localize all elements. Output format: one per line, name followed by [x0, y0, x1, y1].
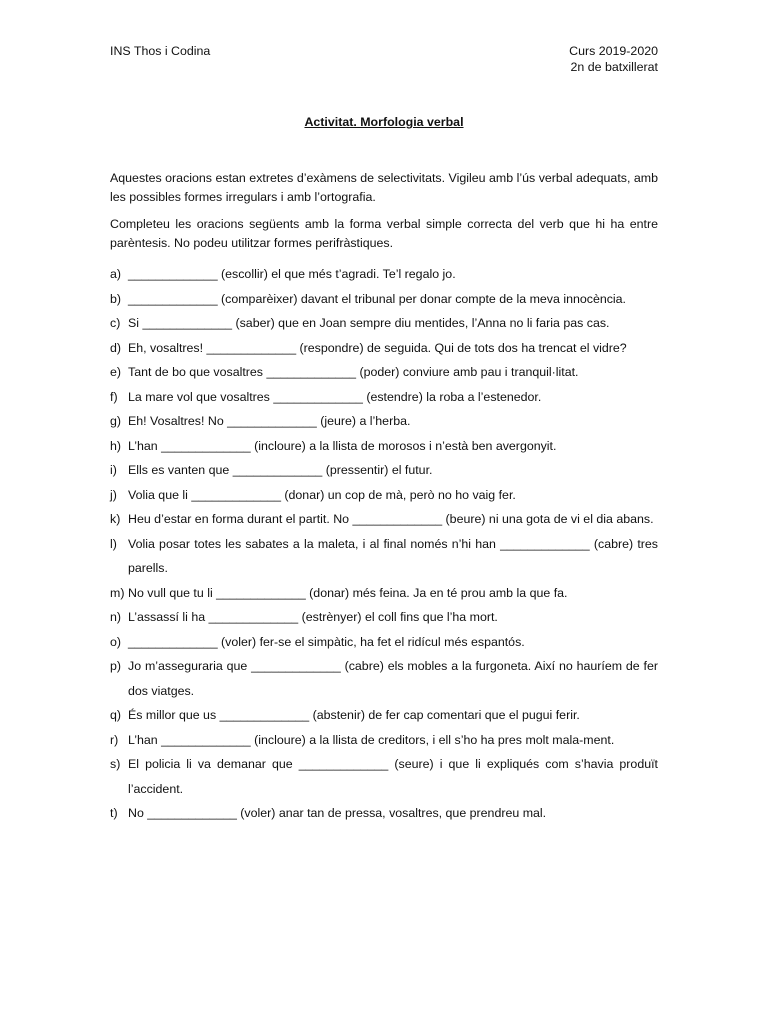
- exercise-item: [110, 801, 658, 826]
- exercise-text: Volia posar totes les sabates a la maleta, i al final només n’hi han _____________ (cabre) tres parells.: [128, 536, 658, 575]
- exercise-text: No vull que tu li _____________ (donar) més feina. Ja en té prou amb la que fa.: [128, 585, 568, 600]
- course-year: Curs 2019-2020: [569, 44, 658, 58]
- exercise-text: Eh, vosaltres! _____________ (respondre) de seguida. Qui de tots dos ha trencat el vidre?: [128, 340, 627, 355]
- exercise-label: j): [110, 487, 117, 502]
- exercise-label: i): [110, 463, 117, 477]
- exercise-label: g): [110, 414, 122, 428]
- exercise-item: [110, 728, 658, 753]
- school-name: INS Thos i Codina: [110, 44, 211, 58]
- exercise-item: [110, 703, 658, 728]
- exercise-item: [110, 752, 658, 801]
- exercise-label: m): [110, 585, 125, 600]
- exercise-label: o): [110, 634, 122, 649]
- exercise-label: a): [110, 267, 122, 281]
- exercise-label: e): [110, 365, 122, 379]
- exercise-text: No _____________ (voler) anar tan de pressa, vosaltres, que prendreu mal.: [128, 806, 547, 820]
- exercise-label: b): [110, 291, 122, 306]
- exercise-text: El policia li va demanar que _____________ (seure) i que li expliqués com s’havia produït l’accident.: [128, 757, 658, 796]
- exercise-item: [110, 360, 658, 385]
- exercise-text: _____________ (comparèixer) davant el tribunal per donar compte de la meva innocència.: [128, 291, 627, 306]
- exercise-label: h): [110, 438, 122, 453]
- exercise-item: [110, 483, 658, 508]
- exercise-item: [110, 336, 658, 361]
- exercise-text: _____________ (escollir) el que més t’agradi. Te’l regalo jo.: [128, 267, 456, 281]
- exercise-label: f): [110, 389, 118, 404]
- exercise-item: [110, 262, 658, 287]
- exercise-label: k): [110, 512, 121, 526]
- exercise-text: Eh! Vosaltres! No _____________ (jeure) a l’herba.: [128, 414, 411, 428]
- exercise-text: La mare vol que vosaltres _____________ (estendre) la roba a l’estenedor.: [128, 389, 542, 404]
- page-title: Activitat. Morfologia verbal: [304, 115, 464, 129]
- exercise-label: n): [110, 610, 122, 624]
- exercise-text: Volia que li _____________ (donar) un cop de mà, però no ho vaig fer.: [128, 487, 516, 502]
- exercise-item: [110, 581, 658, 606]
- exercise-text: L’han _____________ (incloure) a la llista de morosos i n’està ben avergonyit.: [128, 438, 557, 453]
- course-level: 2n de batxillerat: [570, 60, 658, 74]
- exercise-text: Tant de bo que vosaltres _____________ (poder) conviure amb pau i tranquil·litat.: [128, 365, 579, 379]
- exercise-item: [110, 507, 658, 532]
- exercise-item: [110, 630, 658, 655]
- instructions-paragraph: Completeu les oracions següents amb la forma verbal simple correcta del verb que hi ha entre parèntesis. No podeu utilitzar formes perifràstiques.: [110, 217, 658, 250]
- exercise-label: s): [110, 757, 121, 771]
- exercise-item: [110, 654, 658, 703]
- exercise-text: Ells es vanten que _____________ (pressentir) el futur.: [128, 463, 433, 477]
- exercise-list: [110, 262, 658, 826]
- exercise-item: [110, 311, 658, 336]
- exercise-text: _____________ (voler) fer-se el simpàtic, ha fet el ridícul més espantós.: [128, 634, 525, 649]
- intro-paragraph: Aquestes oracions estan extretes d’exàmens de selectivitats. Vigileu amb l’ús verbal adequats, amb les possibles formes irregulars i amb l’ortografia.: [110, 171, 658, 204]
- exercise-label: c): [110, 316, 121, 330]
- exercise-item: [110, 287, 658, 312]
- exercise-item: [110, 532, 658, 581]
- exercise-text: L’han _____________ (incloure) a la llista de creditors, i ell s’ho ha pres molt mala-ment.: [128, 732, 615, 747]
- exercise-item: [110, 605, 658, 630]
- exercise-text: L’assassí li ha _____________ (estrènyer) el coll fins que l’ha mort.: [128, 610, 498, 624]
- exercise-item: [110, 434, 658, 459]
- exercise-label: t): [110, 806, 118, 820]
- exercise-text: Heu d’estar en forma durant el partit. No _____________ (beure) ni una gota de vi el dia abans.: [128, 512, 654, 526]
- exercise-label: d): [110, 340, 122, 355]
- exercise-label: l): [110, 536, 117, 551]
- exercise-item: [110, 385, 658, 410]
- course-info: [569, 43, 658, 75]
- exercise-label: p): [110, 659, 122, 673]
- exercise-label: r): [110, 732, 119, 747]
- exercise-label: q): [110, 708, 122, 722]
- exercise-item: [110, 409, 658, 434]
- exercise-text: Si _____________ (saber) que en Joan sempre diu mentides, l’Anna no li faria pas cas.: [128, 316, 610, 330]
- exercise-text: Jo m’asseguraria que _____________ (cabre) els mobles a la furgoneta. Així no hauríem de fer dos viatges.: [128, 659, 658, 698]
- exercise-item: [110, 458, 658, 483]
- exercise-text: És millor que us _____________ (abstenir) de fer cap comentari que el pugui ferir.: [128, 708, 580, 722]
